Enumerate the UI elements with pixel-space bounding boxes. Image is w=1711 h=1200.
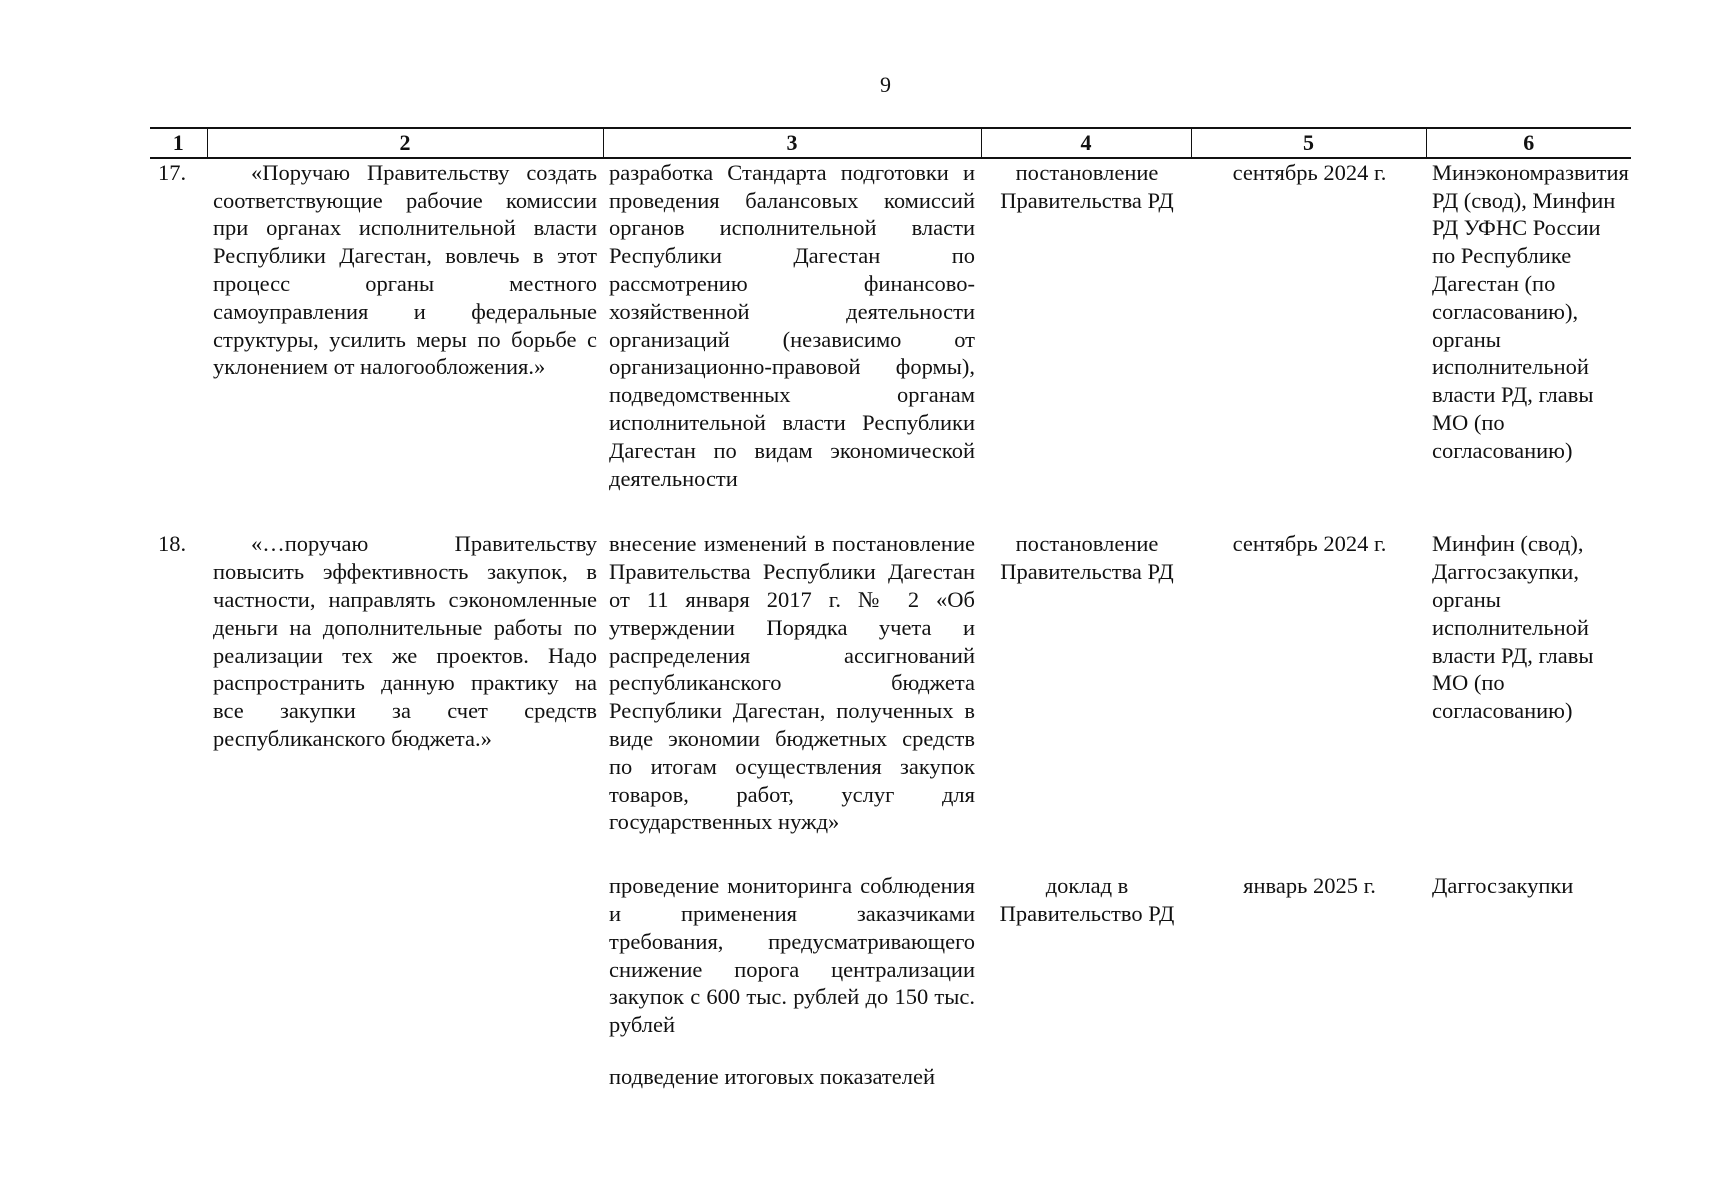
result-cell: постановление Правительства РД <box>1000 159 1174 213</box>
table-row <box>150 872 1631 1039</box>
deadline-cell: сентябрь 2024 г. <box>1232 159 1387 185</box>
table-header-row <box>150 128 1631 158</box>
deadline-cell: январь 2025 г. <box>1243 873 1376 899</box>
measure-cell: разработка Стандарта подготовки и проведения балансовых комиссий органов исполнительной власти Республики Дагестан по рассмотрению финансово-хозяйственной деятельности организаций (независимо от организационно-правовой формы), подведомственных органам исполнительной власти Республики Дагестан по видам экономической деятельности <box>609 159 975 491</box>
instruction-text: «Поручаю Правительству создать соответствующие рабочие комиссии при органах исполнительной власти Республики Дагестан, вовлечь в этот процесс органы местного самоуправления и федеральные структуры, усилить меры по борьбе с уклонением от налогообложения.» <box>213 159 597 380</box>
measure-cell: подведение итоговых показателей <box>609 1063 935 1089</box>
deadline-cell <box>1191 1063 1426 1091</box>
column-header-5: 5 <box>1191 128 1426 158</box>
row-spacer <box>150 836 1631 872</box>
instruction-cell <box>207 1063 603 1091</box>
measure-cell: внесение изменений в постановление Правительства Республики Дагестан от 11 января 2017 г. № 2 «Об утверждении Порядка учета и распределения ассигнований республиканского бюджета Республики Дагестан, полученных в виде экономии бюджетных средств по итогам осуществления закупок товаров, работ, услуг для государственных нужд» <box>609 531 975 835</box>
row-number: 17. <box>158 159 187 185</box>
column-header-6: 6 <box>1426 128 1631 158</box>
deadline-cell: сентябрь 2024 г. <box>1232 531 1387 557</box>
column-header-1: 1 <box>150 128 207 158</box>
result-cell: постановление Правительства РД <box>1000 531 1174 585</box>
responsible-cell: Минэкономразвития РД (свод), Минфин РД УФНС России по Республике Дагестан (по согласованию), органы исполнительной власти РД, главы МО (по согласованию) <box>1432 159 1629 463</box>
result-cell: доклад в Правительство РД <box>999 873 1175 926</box>
responsible-cell: Даггосзакупки <box>1432 873 1574 899</box>
instruction-cell <box>207 158 603 493</box>
action-plan-table <box>150 127 1631 1091</box>
table-row <box>150 530 1631 836</box>
column-header-2: 2 <box>207 128 603 158</box>
responsible-cell: Минфин (свод), Даггосзакупки, органы исполнительной власти РД, главы МО (по согласованию) <box>1432 531 1594 724</box>
instruction-cell <box>207 872 603 1039</box>
measure-cell: проведение мониторинга соблюдения и применения заказчиками требования, предусматривающего снижение порога централизации закупок с 600 тыс. рублей до 150 тыс. рублей <box>609 873 975 1038</box>
responsible-cell <box>1426 1063 1631 1091</box>
row-number: 18. <box>158 531 187 557</box>
row-spacer <box>150 492 1631 530</box>
row-number <box>150 1063 207 1091</box>
result-cell <box>981 1063 1191 1091</box>
table-row <box>150 158 1631 493</box>
page-number: 9 <box>880 72 891 97</box>
row-spacer <box>150 1039 1631 1063</box>
instruction-text: «…поручаю Правительству повысить эффективность закупок, в частности, направлять сэкономленные деньги на дополнительные работы по реализации тех же проектов. Надо распространить данную практику на все закупки за счет средств республиканского бюджета.» <box>213 531 597 751</box>
table-row <box>150 1063 1631 1091</box>
instruction-cell <box>207 530 603 836</box>
row-number <box>150 872 207 1039</box>
column-header-3: 3 <box>603 128 981 158</box>
column-header-4: 4 <box>981 128 1191 158</box>
